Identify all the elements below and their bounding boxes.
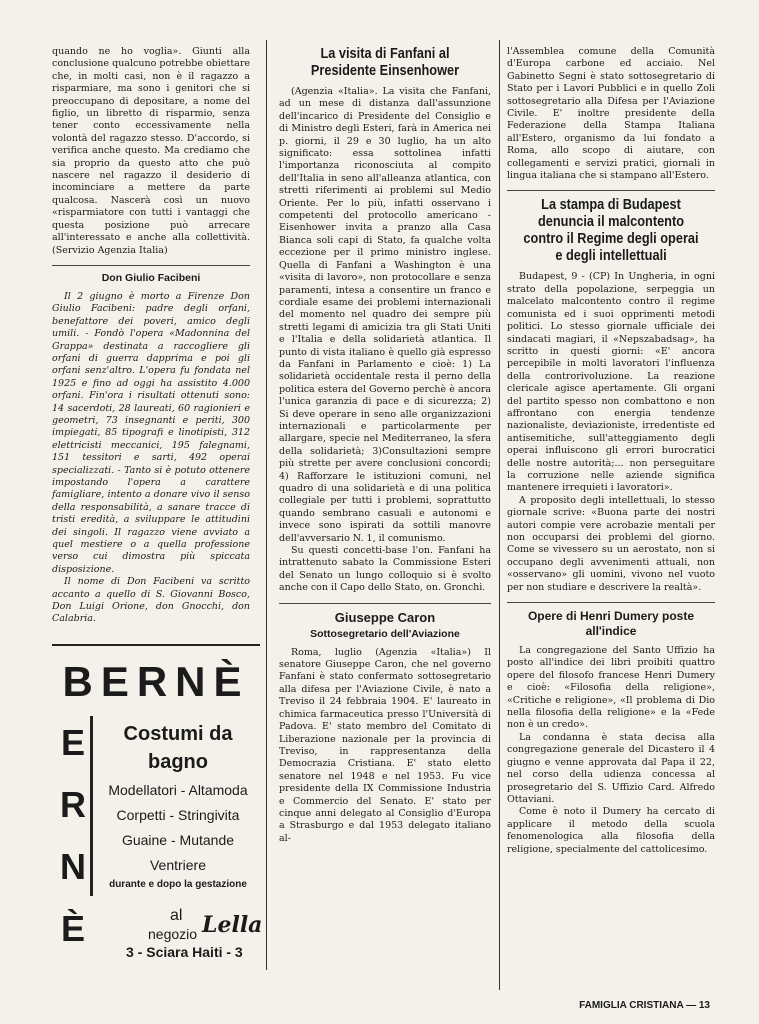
- ad-product-line: Ventriere: [149, 857, 207, 873]
- ad-vertical-letter: È: [60, 908, 85, 949]
- separator: [507, 602, 715, 603]
- page-footer: FAMIGLIA CRISTIANA — 13: [579, 1000, 710, 1011]
- caron-paragraph: Roma, luglio (Agenzia «Italia») Il senatore Giuseppe Caron, che nel governo Fanfani è stato confermato sottosegretario alla difesa per l'Aviazione Civile, è nato a Treviso il 24 febbraia 1904. E' laureato in chimica farmaceutica presso l'Università di Padova. E' stato membro del Comitato di Liberazione nazionale per la provincia di Treviso, in rappresentanza della Democrazia Cristiana. E' stato eletto senatore nel 1948 e nel 1953. Fu vice presidente della IX Commissione Industria e Commercio del Senato. E' stato per cinque anni delegato al Consiglio d'Europa a Strasburgo e dal 1953 delegato italiano al-: [279, 646, 491, 844]
- ad-main-line: Costumi da bagno: [123, 723, 233, 773]
- ad-product-line: Corpetti - Stringivita: [116, 807, 240, 823]
- ad-vertical-brand: [56, 712, 90, 960]
- caron-continued: l'Assemblea comune della Comunità d'Europa carbone ed acciaio. Nel Gabinetto Segni è stato sottosegretario di Stato per i Lavori Pubblici e in quello Zoli sottosegretario alla Difesa per l'Aviazione Civile. E' inoltre presidente della Federazione della Stampa Italiana all'Estero, organismo da lui fondato a Roma, allo scopo di aiutare, con collegamenti e servizi pratici, giornali in lingua italiana che si stampano all'Estero.: [507, 46, 715, 182]
- ad-product-list: [96, 720, 260, 891]
- ad-vertical-letter: E: [60, 722, 85, 763]
- budapest-title: La stampa di Budapest denuncia il malcontento contro il Regime degli operai e degli intellettuali: [523, 197, 699, 265]
- fanfani-paragraph: Su questi concetti-base l'on. Fanfani ha intrattenuto sabato la Commissione Esteri del Senato un lungo colloquio si è svolto anche con il Capo dello Stato, on. Gronchi.: [279, 545, 491, 594]
- ad-vertical-letter: R: [60, 784, 86, 825]
- ad-vertical-letter: N: [60, 846, 86, 887]
- ad-shop-name: Lella: [202, 912, 263, 938]
- column-1: [52, 46, 250, 626]
- caron-subtitle: Sottosegretario dell'Aviazione: [310, 627, 460, 640]
- dumery-paragraph: Come è noto il Dumery ha cercato di applicare il metodo della scuola fenomenologica alla filosofia della religione, specialmente del cattolicesimo.: [507, 806, 715, 855]
- separator: [507, 190, 715, 191]
- savings-article-end: quando ne ho voglia». Giunti alla conclusione qualcuno potrebbe obiettare che, in molti casi, non è il ragazzo a risparmiare, ma sono i genitori che si preoccupano di depositare, a nome del figlio, un libretto di risparmio, senza tener conto eccessivamente nella volontà del ragazzo stesso. D'accordo, si verifica anche questo. Ma crediamo che sia proprio da questo atto che può nascere nel ragazzo il desiderio di incominciare a mettere da parte qualcosa. Nascerà così un nuovo «risparmiatore con tutti i vantaggi che questa posizione può arrecare all'interessato e anche alla collettività. (Servizio Agenzia Italia): [52, 46, 250, 256]
- column-2: [279, 46, 491, 845]
- ad-product-line: Modellatori - Altamoda: [108, 782, 248, 798]
- column-rule-right: [499, 40, 500, 990]
- ad-small-line: durante e dopo la gestazione: [109, 879, 247, 890]
- fanfani-paragraph: (Agenzia «Italia». La visita che Fanfani, ad un mese di distanza dall'assunzione dell'incarico di Presidente del Consiglio e di Ministro degli Esteri, farà in America nei p. giorni, il 29 e 30 luglio, ha un alto significato: essa sottolinea infatti l'importanza riconosciuta al compito dell'Italia in seno all'alleanza atlantica, con stretti riferimenti ai problemi sul Medio Oriente. Per lo più, infatti osservano i competenti del protocollo americano - Eisenhower invita a pranzo alla Casa Bianca soli capi di Stato, fa qualche volta eccezione per il primo ministro inglese. Quella di Fanfani a Washington è una «visita di lavoro», non protocollare e senza paramenti, intesa a consentire un franco e cordiale esame dei problemi internazionali del momento nel quadro dei sempre più stretti legami di amicizia tra gli Stati Uniti e l'Italia e della solidarietà atlantica. Il punto di vista italiano è quello già espresso da Fanfani in Parlamento e cioè: 1) La solidarietà occidentale resta il perno della politica estera del Governo perchè è ancora l'unica garanzia di pace e di sicurezza; 2) Si deve operare in seno alle organizzazioni internazionali e particolarmente per allargare, specie nel Mediterraneo, la sfera della solidarietà; 3)Consultazioni sempre più strette per avere conclusioni concordi; 4) Rafforzare le istituzioni comuni, nel quadro di una solidarietà e di una politica collegiale per tutti i problemi, soprattutto quando sembrano casuali e autonomi e invece sono ispirati da sottili manovre dell'avversario N. 1, il comunismo.: [279, 86, 491, 544]
- column-3: [507, 46, 715, 856]
- separator: [279, 603, 491, 604]
- separator: [52, 265, 250, 266]
- ad-al: al: [170, 907, 183, 924]
- ad-address: 3 - Sciara Haiti - 3: [126, 944, 243, 960]
- facibeni-paragraph: Il nome di Don Facibeni va scritto accanto a quello di S. Giovanni Bosco, Don Luigi Orione, don Gnocchi, don Calabria.: [52, 576, 250, 625]
- caron-title: Giuseppe Caron: [334, 609, 436, 625]
- dumery-paragraph: La condanna è stata decisa alla congregazione generale del Dicastero il 4 giugno e venne approvata dal Papa il 22, nel corso della udienza concessa al prosegretario del S. Uffizio Card. Alfredo Ottaviani.: [507, 731, 715, 805]
- berne-advertisement: [52, 644, 263, 968]
- ad-brand: BERNÈ: [62, 658, 250, 705]
- ad-product-line: Guaine - Mutande: [121, 832, 235, 848]
- ad-divider: [90, 716, 93, 896]
- dumery-paragraph: La congregazione del Santo Uffizio ha posto all'indice dei libri proibiti quattro opere del filosofo francese Henri Dumery e cioè: «Filosofia della religione», «Critiche e religione», «Il problema di Dio nella filosofia della religione» e la «Fede non è un credo».: [507, 645, 715, 731]
- budapest-paragraph: A proposito degli intellettuali, lo stesso giornale scrive: «Buona parte dei nostri autori compie vere acrobazie mentali per non occuparsi dei problemi del giorno. Come se vivessero su un aerostato, non si occupano degli avvenimenti attuali, non «osservano» gli uomini, vivono nel vuoto per non studiare e descrivere la realtà».: [507, 494, 715, 593]
- dumery-title: Opere di Henri Dumery poste all'indice: [527, 609, 695, 639]
- column-rule-left: [266, 40, 267, 970]
- facibeni-title: Don Giulio Facibeni: [101, 271, 201, 284]
- budapest-paragraph: Budapest, 9 - (CP) In Ungheria, in ogni strato della popolazione, serpeggia un malcelato malcontento contro il regime comunista ed i suoi opprimenti metodi politici. Lo stesso giornale ufficiale dei sindacati magiari, il «Nepszabadsag», ha scritto in questi giorni: «E' ancora percepibile in molti lavoratori l'influenza della controrivoluzione. La reazione clericale agisce apertamente. Gli organi del partito spesso non combattono e non affrontano con energia tendenze nazionaliste, deviazioniste, irredentiste ed antisemitiche, sull'atteggiamento degli operai influiscono gli errori burocratici delle nostre autorità;... non perseguitare la corruzione nelle aziende significa mantenere irrequieti i lavoratori».: [507, 271, 715, 494]
- ad-negozio: negozio: [148, 926, 198, 942]
- fanfani-title: La visita di Fanfani al Presidente Einsenhower: [310, 46, 460, 79]
- facibeni-paragraph: Il 2 giugno è morto a Firenze Don Giulio Facibeni: padre degli orfani, benefattore dei poveri, amico degli umili. - Fondò l'opera «Madonnina del Grappa» destinata a raccogliere gli orfani di guerra dapprima e poi gli orfani senz'altro. L'opera fu fondata nel 1925 e fino ad oggi ha assistito 4.000 orfani. Fin'ora i risultati ottenuti sono: 14 sacerdoti, 28 laureati, 60 ragionieri e geometri, 73 insegnanti e periti, 300 impiegati, 85 tipografi e linotipisti, 312 elettricisti meccanici, 195 falegnami, 151 tessitori e sarti, 492 operai specializzati. - Tanto si è potuto ottenere impostando l'opera a carattere famigliare, intento a donare vivo il senso della responsabilità, a sanare tracce di tristi eredità, a sviluppare le attitudini dei singoli. Il ragazzo viene avviato a quel mestiere o a quella professione verso cui dimostra più spiccata disposizione.: [52, 290, 250, 575]
